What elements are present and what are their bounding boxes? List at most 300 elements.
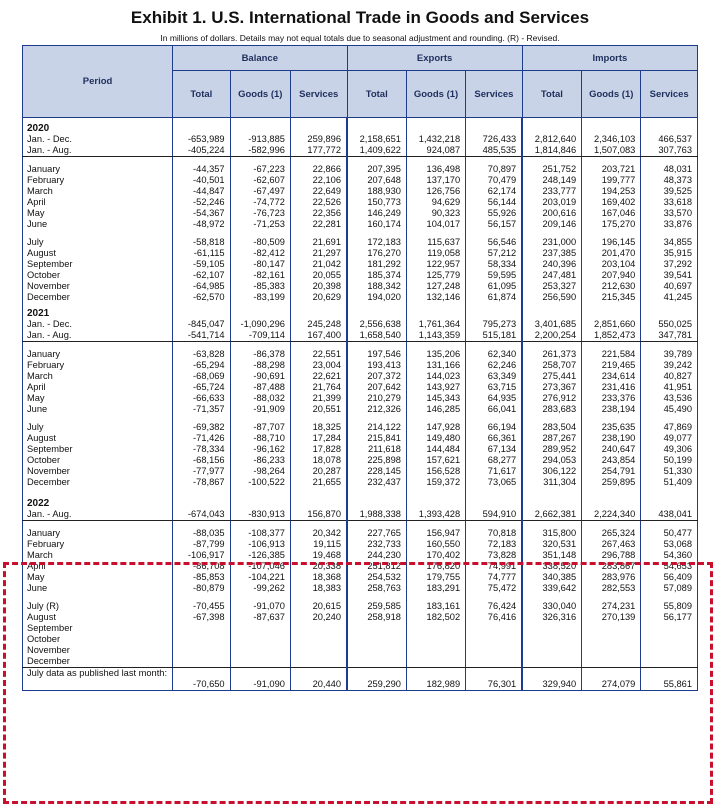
value-cell [290,656,347,668]
value-cell: 182,989 [406,679,465,691]
value-cell: 76,301 [466,679,523,691]
value-cell: 1,393,428 [406,509,465,521]
period-label: September [23,623,173,634]
value-cell: 550,025 [641,319,698,330]
value-cell: 132,146 [406,292,465,303]
value-cell: 20,240 [290,612,347,623]
value-cell: -541,714 [173,330,231,342]
value-cell: 159,372 [406,477,465,488]
value-cell: 207,372 [347,371,406,382]
value-cell: 55,809 [641,601,698,612]
value-cell: 200,616 [522,208,581,219]
value-cell: 41,245 [641,292,698,303]
value-cell: 18,325 [290,422,347,433]
value-cell [290,623,347,634]
table-row [23,237,698,248]
value-cell: 146,249 [347,208,406,219]
value-cell: -99,262 [230,583,290,594]
table-row [23,679,698,691]
period-label: May [23,572,173,583]
value-cell [641,634,698,645]
value-cell: 231,416 [582,382,641,393]
value-cell: -62,570 [173,292,231,303]
value-cell [582,645,641,656]
exports-group-header: Exports [347,46,522,71]
value-cell [466,623,523,634]
value-cell: 41,951 [641,382,698,393]
value-cell: -67,398 [173,612,231,623]
table-row [23,360,698,371]
period-label: August [23,433,173,444]
value-cell: 338,520 [522,561,581,572]
value-cell: 23,004 [290,360,347,371]
value-cell: 71,617 [466,466,523,477]
value-cell: -61,115 [173,248,231,259]
value-cell: 19,468 [290,550,347,561]
value-cell [230,656,290,668]
value-cell: 233,777 [522,186,581,197]
value-cell: 221,584 [582,349,641,360]
value-cell: 237,385 [522,248,581,259]
period-label: February [23,360,173,371]
value-cell: 70,479 [466,175,523,186]
period-label: January [23,164,173,175]
imports-group-header: Imports [522,46,697,71]
value-cell [522,623,581,634]
period-label: January [23,528,173,539]
value-cell [173,656,231,668]
value-cell: 66,194 [466,422,523,433]
value-cell: 1,507,083 [582,145,641,157]
year-row [23,493,698,509]
value-cell: 51,409 [641,477,698,488]
table-row [23,259,698,270]
period-label: November [23,281,173,292]
value-cell: 40,697 [641,281,698,292]
value-cell: -86,233 [230,455,290,466]
value-cell: 211,618 [347,444,406,455]
value-cell [173,623,231,634]
value-cell [347,634,406,645]
value-cell: 57,212 [466,248,523,259]
table-row [23,371,698,382]
value-cell: 22,106 [290,175,347,186]
value-cell: 199,777 [582,175,641,186]
value-cell [522,656,581,668]
value-cell: 22,281 [290,219,347,230]
value-cell: 245,248 [290,319,347,330]
value-cell: -709,114 [230,330,290,342]
value-cell: 33,570 [641,208,698,219]
value-cell: 39,242 [641,360,698,371]
value-cell: 515,181 [466,330,523,342]
year-label: 2022 [23,493,173,509]
value-cell: 438,041 [641,509,698,521]
value-cell: 76,424 [466,601,523,612]
period-header: Period [23,46,173,118]
value-cell [406,656,465,668]
column-header: Goods (1) [406,71,465,118]
value-cell: 232,437 [347,477,406,488]
period-label: June [23,404,173,415]
value-cell: 1,988,338 [347,509,406,521]
table-row [23,134,698,145]
value-cell: 307,763 [641,145,698,157]
value-cell: -83,199 [230,292,290,303]
value-cell: 62,174 [466,186,523,197]
value-cell: -44,357 [173,164,231,175]
balance-group-header: Balance [173,46,347,71]
value-cell: 183,161 [406,601,465,612]
period-label: December [23,477,173,488]
table-row [23,208,698,219]
value-cell: -40,501 [173,175,231,186]
value-cell: 256,590 [522,292,581,303]
value-cell: 17,284 [290,433,347,444]
value-cell: 156,528 [406,466,465,477]
value-cell: 63,715 [466,382,523,393]
value-cell: 49,306 [641,444,698,455]
value-cell: 39,789 [641,349,698,360]
value-cell: 276,912 [522,393,581,404]
table-row [23,539,698,550]
value-cell: 253,327 [522,281,581,292]
table-row [23,349,698,360]
note-row [23,668,698,680]
period-label: November [23,645,173,656]
period-label: March [23,371,173,382]
period-label: April [23,197,173,208]
trade-table [22,45,698,691]
table-row [23,623,698,634]
table-row [23,330,698,342]
table-row [23,455,698,466]
value-cell [522,634,581,645]
value-cell [641,623,698,634]
value-cell: 127,248 [406,281,465,292]
value-cell: -64,985 [173,281,231,292]
column-header: Goods (1) [230,71,290,118]
value-cell: 351,148 [522,550,581,561]
value-cell: 56,144 [466,197,523,208]
table-row [23,248,698,259]
value-cell: 49,077 [641,433,698,444]
value-cell: 21,042 [290,259,347,270]
value-cell: 320,531 [522,539,581,550]
value-cell: 179,755 [406,572,465,583]
value-cell: 59,595 [466,270,523,281]
value-cell [406,623,465,634]
value-cell [522,645,581,656]
exhibit-title: Exhibit 1. U.S. International Trade in Goods and Services [130,8,590,27]
value-cell: 289,952 [522,444,581,455]
value-cell: 22,866 [290,164,347,175]
value-cell: 48,031 [641,164,698,175]
value-cell: 66,361 [466,433,523,444]
value-cell: -91,070 [230,601,290,612]
value-cell: 196,145 [582,237,641,248]
table-row [23,382,698,393]
table-row [23,281,698,292]
value-cell: 212,630 [582,281,641,292]
period-label: April [23,382,173,393]
value-cell: 215,841 [347,433,406,444]
value-cell: 326,316 [522,612,581,623]
value-cell: 22,649 [290,186,347,197]
value-cell: -80,879 [173,583,231,594]
value-cell: 149,480 [406,433,465,444]
table-row [23,270,698,281]
value-cell: -845,047 [173,319,231,330]
value-cell: 20,398 [290,281,347,292]
year-row [23,303,698,319]
value-cell: -68,156 [173,455,231,466]
period-label: Jan. - Aug. [23,509,173,521]
value-cell [406,645,465,656]
value-cell: 70,818 [466,528,523,539]
value-cell: -98,264 [230,466,290,477]
value-cell: 219,465 [582,360,641,371]
column-header: Total [522,71,581,118]
value-cell: 188,342 [347,281,406,292]
note-label: July data as published last month: [23,668,173,680]
value-cell: -87,488 [230,382,290,393]
value-cell: 251,812 [347,561,406,572]
year-row [23,118,698,135]
value-cell: 2,200,254 [522,330,581,342]
spacer-row [23,594,698,601]
value-cell: 136,498 [406,164,465,175]
period-label: October [23,270,173,281]
value-cell: 275,441 [522,371,581,382]
period-label: September [23,444,173,455]
value-cell: 58,334 [466,259,523,270]
value-cell: 104,017 [406,219,465,230]
value-cell: 181,292 [347,259,406,270]
value-cell: -76,723 [230,208,290,219]
value-cell: 203,104 [582,259,641,270]
value-cell: -82,161 [230,270,290,281]
value-cell: 261,373 [522,349,581,360]
column-header: Services [290,71,347,118]
value-cell: 20,338 [290,561,347,572]
value-cell: 306,122 [522,466,581,477]
table-row [23,466,698,477]
value-cell: 924,087 [406,145,465,157]
value-cell: 22,356 [290,208,347,219]
value-cell: -90,691 [230,371,290,382]
table-row [23,509,698,521]
value-cell: -100,522 [230,477,290,488]
value-cell [173,634,231,645]
value-cell: 726,433 [466,134,523,145]
value-cell: -104,221 [230,572,290,583]
period-label: June [23,583,173,594]
value-cell: -913,885 [230,134,290,145]
value-cell: 193,413 [347,360,406,371]
value-cell: 201,470 [582,248,641,259]
value-cell: -91,909 [230,404,290,415]
period-label [23,679,173,691]
value-cell: 188,930 [347,186,406,197]
value-cell: 73,065 [466,477,523,488]
value-cell: -62,107 [173,270,231,281]
value-cell: 294,053 [522,455,581,466]
table-row [23,197,698,208]
value-cell: 254,791 [582,466,641,477]
value-cell: -86,708 [173,561,231,572]
value-cell: -71,357 [173,404,231,415]
value-cell: 311,304 [522,477,581,488]
value-cell: 1,852,473 [582,330,641,342]
value-cell: 283,867 [582,561,641,572]
value-cell: 203,019 [522,197,581,208]
value-cell: -86,378 [230,349,290,360]
spacer-row [23,521,698,529]
value-cell: -59,105 [173,259,231,270]
value-cell: 1,432,218 [406,134,465,145]
value-cell: 235,635 [582,422,641,433]
column-header: Services [641,71,698,118]
value-cell: -653,989 [173,134,231,145]
table-row [23,164,698,175]
value-cell [582,656,641,668]
period-label: Jan. - Dec. [23,319,173,330]
value-cell: 20,342 [290,528,347,539]
value-cell: -48,972 [173,219,231,230]
value-cell: 214,122 [347,422,406,433]
value-cell: 50,199 [641,455,698,466]
value-cell: 35,915 [641,248,698,259]
value-cell: 131,166 [406,360,465,371]
value-cell: -106,913 [230,539,290,550]
value-cell: 240,647 [582,444,641,455]
period-label: November [23,466,173,477]
value-cell: -88,298 [230,360,290,371]
value-cell: -85,853 [173,572,231,583]
value-cell: 287,267 [522,433,581,444]
value-cell: 254,532 [347,572,406,583]
table-row [23,634,698,645]
value-cell [173,645,231,656]
value-cell: 232,733 [347,539,406,550]
period-label: April [23,561,173,572]
value-cell: 73,828 [466,550,523,561]
value-cell: 238,190 [582,433,641,444]
value-cell: -96,162 [230,444,290,455]
exhibit-subtitle: In millions of dollars. Details may not equal totals due to seasonal adjustment and rounding. (R) - Revised. [160,33,560,43]
value-cell: 55,861 [641,679,698,691]
table-row [23,393,698,404]
value-cell: -69,382 [173,422,231,433]
value-cell: 22,526 [290,197,347,208]
year-label: 2020 [23,118,173,135]
spacer-row [23,342,698,350]
value-cell: 147,928 [406,422,465,433]
value-cell: 183,291 [406,583,465,594]
value-cell: 258,918 [347,612,406,623]
value-cell [347,656,406,668]
table-row [23,433,698,444]
value-cell: 156,870 [290,509,347,521]
value-cell: -74,772 [230,197,290,208]
value-cell: 21,655 [290,477,347,488]
value-cell: 2,158,651 [347,134,406,145]
column-header: Total [347,71,406,118]
value-cell: -71,426 [173,433,231,444]
value-cell: 203,721 [582,164,641,175]
value-cell: 67,134 [466,444,523,455]
value-cell [466,634,523,645]
column-header: Services [466,71,523,118]
value-cell: -87,707 [230,422,290,433]
value-cell: 485,535 [466,145,523,157]
period-label: December [23,292,173,303]
period-label: August [23,248,173,259]
value-cell: 2,662,381 [522,509,581,521]
value-cell [406,634,465,645]
value-cell: -87,637 [230,612,290,623]
period-label: Jan. - Aug. [23,145,173,157]
value-cell: 265,324 [582,528,641,539]
value-cell: 329,940 [522,679,581,691]
value-cell: 795,273 [466,319,523,330]
value-cell: 167,046 [582,208,641,219]
value-cell: 33,618 [641,197,698,208]
value-cell: -108,377 [230,528,290,539]
value-cell: 74,991 [466,561,523,572]
value-cell: 37,292 [641,259,698,270]
value-cell: 175,270 [582,219,641,230]
value-cell [230,634,290,645]
value-cell: 172,183 [347,237,406,248]
value-cell: 56,546 [466,237,523,248]
table-row [23,583,698,594]
value-cell: 144,484 [406,444,465,455]
value-cell: -78,334 [173,444,231,455]
value-cell: 135,206 [406,349,465,360]
value-cell: -88,710 [230,433,290,444]
value-cell: 259,585 [347,601,406,612]
value-cell: 258,763 [347,583,406,594]
value-cell [641,656,698,668]
period-label: March [23,550,173,561]
table-row [23,404,698,415]
period-label: February [23,175,173,186]
value-cell [582,634,641,645]
value-cell: 56,409 [641,572,698,583]
value-cell: 61,874 [466,292,523,303]
value-cell: 1,143,359 [406,330,465,342]
value-cell [290,645,347,656]
value-cell: 1,814,846 [522,145,581,157]
period-label: October [23,455,173,466]
value-cell: 94,629 [406,197,465,208]
value-cell: 247,481 [522,270,581,281]
table-row [23,292,698,303]
value-cell: 156,947 [406,528,465,539]
value-cell: 47,869 [641,422,698,433]
value-cell: 21,297 [290,248,347,259]
value-cell: -88,035 [173,528,231,539]
value-cell: 240,396 [522,259,581,270]
value-cell: 283,976 [582,572,641,583]
value-cell: -67,497 [230,186,290,197]
value-cell: 227,765 [347,528,406,539]
spacer-row [23,415,698,422]
value-cell: -107,046 [230,561,290,572]
value-cell: -82,412 [230,248,290,259]
